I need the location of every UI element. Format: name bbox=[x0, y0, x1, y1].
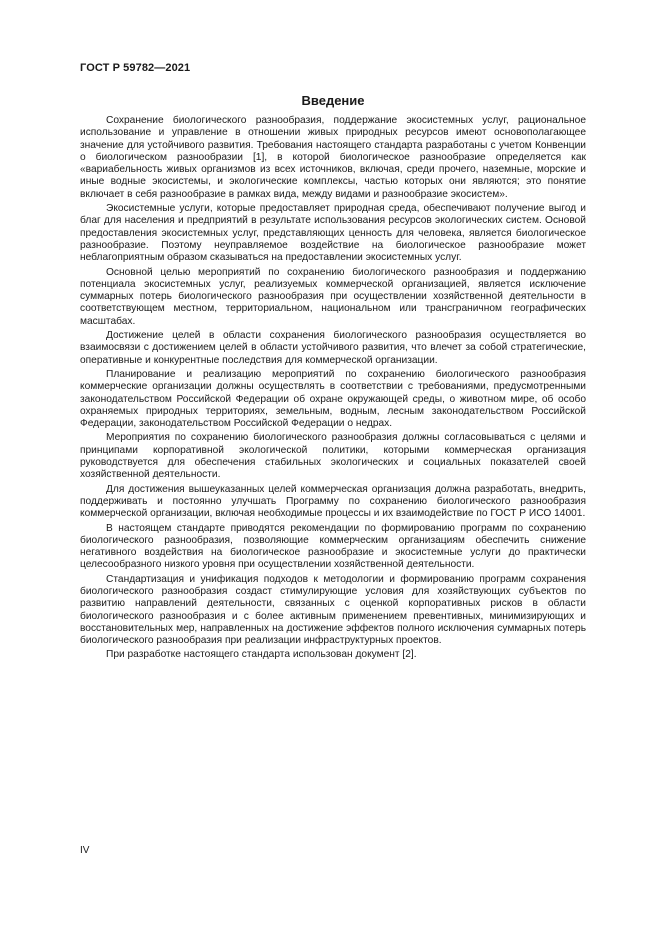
paragraph: Для достижения вышеуказанных целей коммерческая организация должна разработать, внедрить, поддерживать и постоянно улучшать Программу по сохранению биологического разнообразия коммерческой организации, включая необходимые процессы и их взаимодействие по ГОСТ Р ИСО 14001. bbox=[80, 483, 586, 520]
paragraph: Мероприятия по сохранению биологического разнообразия должны согласовываться с целями и принципами корпоративной экологической политики, которыми коммерческая организация руководствуется для обеспечения стабильных экологических и социальных показателей своей хозяйственной деятельности. bbox=[80, 432, 586, 481]
paragraph: При разработке настоящего стандарта использован документ [2]. bbox=[106, 649, 417, 661]
document-id-header: ГОСТ Р 59782—2021 bbox=[80, 62, 191, 74]
paragraph: Экосистемные услуги, которые предоставляет природная среда, обеспечивают получение выгод и благ для населения и предприятий в результате использования ресурсов экологических систем. Основой предоставления экосистемных услуг, представляющих ценность для человека, является биологическое разнообразие. Поэтому неуправляемое воздействие на биологическое разнообразие может неблагоприятным образом сказываться на предоставлении экосистемных услуг. bbox=[80, 203, 586, 264]
paragraph: Стандартизация и унификация подходов к методологии и формированию программ сохранения биологического разнообразия создаст стимулирующие условия для хозяйствующих субъектов по развитию направлений деятельности, связанных с оценкой корпоративных рисков в области биологического разнообразия и с более активным применением превентивных, минимизирующих и восстановительных мер, направленных на достижение эффектов полного исключения суммарных потерь биологического разнообразия при реализации инфраструктурных проектов. bbox=[80, 573, 586, 647]
paragraph: Сохранение биологического разнообразия, поддержание экосистемных услуг, рациональное использование и управление в отношении живых природных ресурсов имеют основополагающее значение для устойчивого развития. Требования настоящего стандарта разработаны с учетом Конвенции о биологическом разнообразии [1], в которой биологическое разнообразие определяется как «вариабельность живых организмов из всех источников, включая, среди прочего, наземные, морские и иные водные экосистемы, и экологические комплексы, частью которых они являются; это понятие включает в себя разнообразие в рамках вида, между видами и разнообразие экосистем». bbox=[80, 115, 586, 200]
page-number: IV bbox=[80, 845, 90, 856]
paragraph: Основной целью мероприятий по сохранению биологического разнообразия и поддержанию потенциала экосистемных услуг, реализуемых коммерческой организацией, является исключение суммарных потерь биологического разнообразия при осуществлении хозяйственной деятельности в соответствующем местном, территориальном, национальном или трансграничном географических масштабах. bbox=[80, 266, 586, 327]
introduction-body bbox=[80, 115, 586, 664]
paragraph: Планирование и реализацию мероприятий по сохранению биологического разнообразия коммерческие организации должны осуществлять в соответствии с требованиями, предусмотренными законодательством Российской Федерации об охране окружающей среды, о животном мире, об особо охраняемых природных территориях, земельным, водным, лесным законодательством Российской Федерации, законодательством Российской Федерации о недрах. bbox=[80, 368, 586, 430]
paragraph: Достижение целей в области сохранения биологического разнообразия осуществляется во взаимосвязи с достижением целей в области устойчивого развития, что влечет за собой стратегические, оперативные и конкурентные последствия для коммерческой организации. bbox=[80, 330, 586, 366]
paragraph: В настоящем стандарте приводятся рекомендации по формированию программ по сохранению биологического разнообразия, позволяющие коммерческим организациям обеспечить снижение негативного воздействия на биологическое разнообразие и экосистемные услуги до практически целесообразного низкого уровня при осуществлении хозяйственной деятельности. bbox=[80, 522, 586, 571]
section-title: Введение bbox=[301, 93, 365, 108]
